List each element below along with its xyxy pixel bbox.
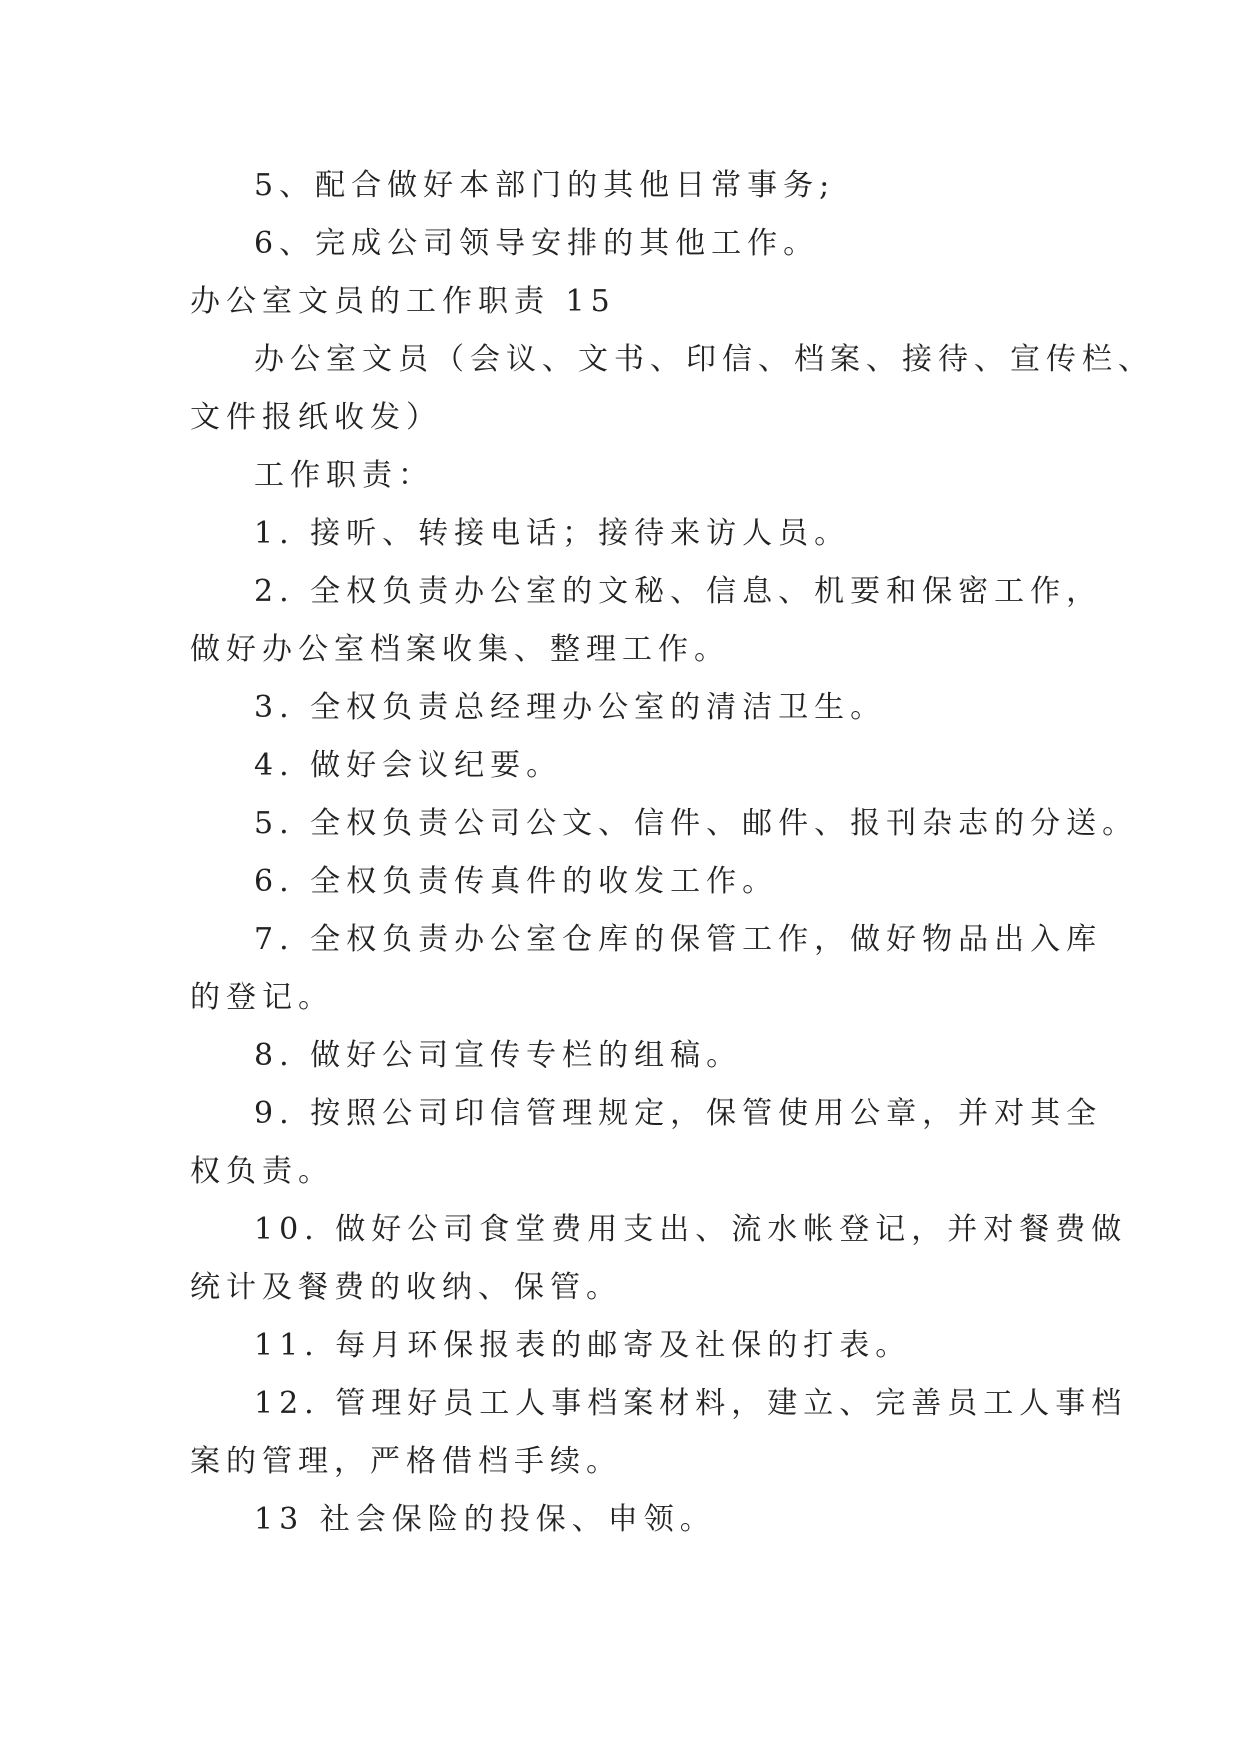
duty-item-7-line-1: 7. 全权负责办公室仓库的保管工作，做好物品出入库 (254, 922, 1103, 957)
list-item-6: 6、完成公司领导安排的其他工作。 (254, 226, 820, 261)
section-heading: 办公室文员的工作职责 15 (190, 284, 616, 319)
duty-item-6: 6. 全权负责传真件的收发工作。 (254, 864, 779, 899)
duty-item-9-line-1: 9. 按照公司印信管理规定，保管使用公章，并对其全 (254, 1096, 1103, 1131)
duty-item-5: 5. 全权负责公司公文、信件、邮件、报刊杂志的分送。 (254, 806, 1139, 841)
duty-item-1: 1. 接听、转接电话；接待来访人员。 (254, 516, 851, 551)
duty-item-12-line-1: 12. 管理好员工人事档案材料，建立、完善员工人事档 (254, 1386, 1128, 1421)
intro-paragraph-line-1: 办公室文员（会议、文书、印信、档案、接待、宣传栏、 (254, 342, 1154, 377)
intro-paragraph-line-2: 文件报纸收发） (190, 400, 442, 435)
duty-item-9-line-2: 权负责。 (190, 1154, 334, 1189)
duty-item-2-line-2: 做好办公室档案收集、整理工作。 (190, 632, 730, 667)
duty-item-3: 3. 全权负责总经理办公室的清洁卫生。 (254, 690, 887, 725)
duty-item-13: 13 社会保险的投保、申领。 (254, 1502, 716, 1537)
duty-item-11: 11. 每月环保报表的邮寄及社保的打表。 (254, 1328, 912, 1363)
duty-item-10-line-2: 统计及餐费的收纳、保管。 (190, 1270, 622, 1305)
list-item-5: 5、配合做好本部门的其他日常事务; (254, 168, 836, 203)
duty-item-10-line-1: 10. 做好公司食堂费用支出、流水帐登记，并对餐费做 (254, 1212, 1128, 1247)
duty-item-12-line-2: 案的管理，严格借档手续。 (190, 1444, 622, 1479)
duty-item-4: 4. 做好会议纪要。 (254, 748, 563, 783)
duty-item-2-line-1: 2. 全权负责办公室的文秘、信息、机要和保密工作， (254, 574, 1103, 609)
duties-heading: 工作职责： (254, 458, 434, 493)
duty-item-8: 8. 做好公司宣传专栏的组稿。 (254, 1038, 743, 1073)
duty-item-7-line-2: 的登记。 (190, 980, 334, 1015)
